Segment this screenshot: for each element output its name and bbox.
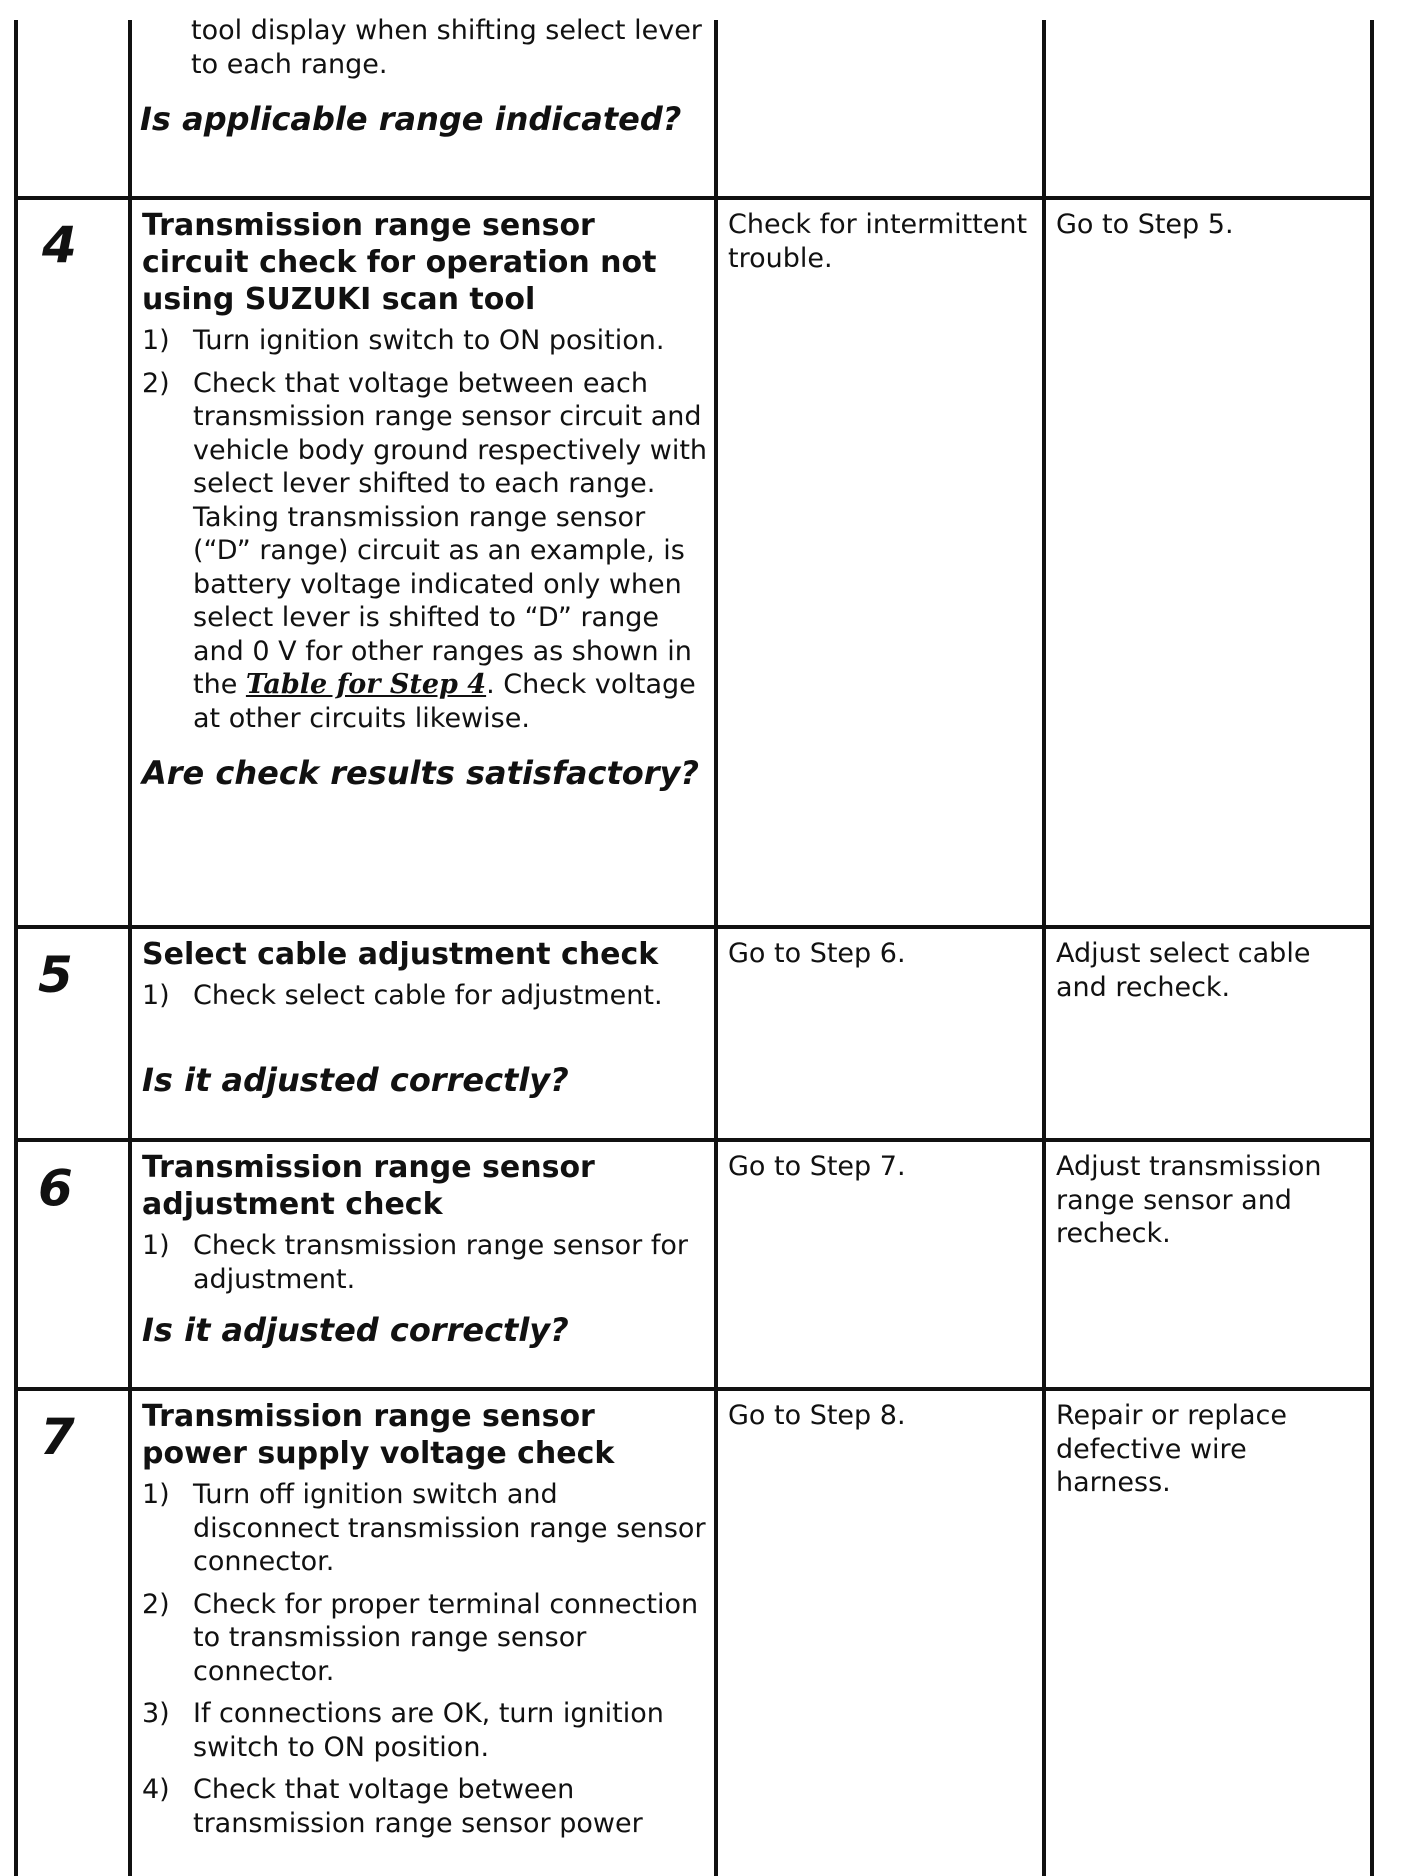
table-rule-vertical [14,20,18,1876]
table-rule-vertical [128,20,132,1876]
table-for-step-4-link[interactable]: Table for Step 4 [245,669,487,700]
no-result: Go to Step 5. [1056,209,1234,240]
step-question: Is it adjusted correctly? [142,1060,569,1099]
list-item: 1) Turn off ignition switch and disconnect transmission range sensor connector. [142,1479,706,1577]
list-item: 1) Check select cable for adjustment. [142,980,663,1011]
continuation-cell [140,14,706,139]
table-rule-vertical [1370,20,1374,1876]
no-result: Adjust select cable and recheck. [1056,938,1311,1003]
step-title: Transmission range sensor circuit check for operation not using SUZUKI scan tool [142,208,657,317]
yes-result: Go to Step 7. [728,1151,906,1182]
no-result: Adjust transmission range sensor and recheck. [1056,1151,1322,1249]
step-title: Transmission range sensor power supply voltage check [142,1399,615,1471]
step-instructions [142,1478,708,1840]
step-title: Select cable adjustment check [142,937,659,972]
table-rule-horizontal [14,1387,1374,1391]
table-rule-horizontal [14,925,1374,929]
step-number: 7 [40,1408,75,1466]
yes-result: Go to Step 6. [728,938,906,969]
list-item: 2) Check that voltage between each transmission range sensor circuit and vehicle body ground respectively with select lever shifted to each range. Taking transmission range sensor (“D” range) circuit as an example, is battery voltage indicated only when select lever is shifted to “D” range and 0 V for other ranges as shown in the Table for Step 4. Check voltage at other circuits likewise. [142,367,708,734]
step-number: 6 [38,1159,73,1217]
step-number: 4 [42,216,77,274]
no-result: Repair or replace defective wire harness. [1056,1400,1287,1498]
list-item: 2) Check for proper terminal connection to transmission range sensor connector. [142,1588,699,1687]
table-rule-horizontal [14,196,1374,200]
step-number: 5 [38,946,73,1004]
continuation-text: tool display when shifting select lever to each range. [191,15,702,80]
step-instructions [142,324,708,735]
step-question: Are check results satisfactory? [142,754,699,792]
step-7-check-cell [142,1398,708,1849]
step-5-check-cell [142,936,708,1100]
step-question: Is it adjusted correctly? [142,1311,569,1349]
troubleshooting-table [14,15,1382,1876]
yes-result: Check for intermittent trouble. [728,209,1028,274]
step-instructions [142,1229,708,1296]
list-item: 4) Check that voltage between transmission range sensor power [142,1774,643,1839]
yes-result: Go to Step 8. [728,1400,906,1431]
step-title: Transmission range sensor adjustment check [142,1150,595,1222]
step-4-check-cell [142,207,708,793]
list-item: 1) Turn ignition switch to ON position. [142,325,665,356]
table-rule-vertical [1042,20,1046,1876]
table-rule-horizontal [14,1138,1374,1142]
table-rule-vertical [714,20,718,1876]
continuation-question: Is applicable range indicated? [140,100,682,138]
step-6-check-cell [142,1149,708,1350]
list-item: 3) If connections are OK, turn ignition switch to ON position. [142,1698,664,1763]
step-instructions [142,979,708,1013]
list-item: 1) Check transmission range sensor for adjustment. [142,1230,688,1295]
